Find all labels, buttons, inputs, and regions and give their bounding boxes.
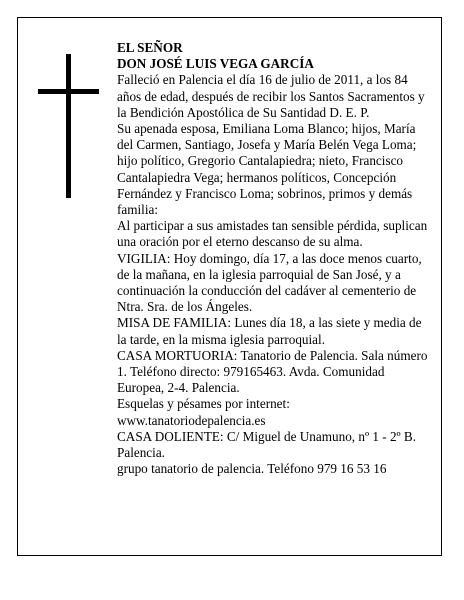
online-condolences: Esquelas y pésames por internet: www.tanatoriodepalencia.es xyxy=(117,396,290,428)
family-home-info: CASA DOLIENTE: C/ Miguel de Unamuno, nº 1 - 2º B. Palencia. xyxy=(117,428,417,461)
deceased-name: DON JOSÉ LUIS VEGA GARCÍA xyxy=(117,56,314,72)
title-line-1: EL SEÑOR xyxy=(117,40,183,55)
obituary-text xyxy=(117,40,429,477)
family-list: Su apenada esposa, Emiliana Loma Blanco; hijos, María del Carmen, Santiago, Josefa y María Belén Vega Loma; hijo político, Gregorio Cantalapiedra; nieto, Francisco Cantalapiedra Vega; hermanos políticos, Concepción Fernández y Francisco Loma; sobrinos, primos y demás familia: xyxy=(117,121,417,218)
funeral-home-info: CASA MORTUORIA: Tanatorio de Palencia. Sala número 1. Teléfono directo: 979165463. Avda. Comunidad Europea, 2-4. Palencia. xyxy=(117,347,428,396)
funeral-group-phone: grupo tanatorio de palencia. Teléfono 979 16 53 16 xyxy=(117,461,387,477)
death-announcement: Falleció en Palencia el día 16 de julio de 2011, a los 84 años de edad, después de recibir los Santos Sacramentos y la Bendición Apostólica de Su Santidad D. E. P. xyxy=(117,72,425,120)
obituary-notice xyxy=(17,17,442,556)
vigil-info: VIGILIA: Hoy domingo, día 17, a las doce menos cuarto, de la mañana, en la iglesia parroquial de San José, y a continuación la conducción del cadáver al cementerio de Ntra. Sra. de los Ángeles. xyxy=(117,250,422,315)
prayer-request: Al participar a sus amistades tan sensible pérdida, suplican una oración por el eterno descanso de su alma. xyxy=(117,218,428,250)
cross-vertical-bar xyxy=(66,54,71,198)
cross-horizontal-bar xyxy=(38,89,99,94)
family-mass-info: MISA DE FAMILIA: Lunes día 18, a las siete y media de la tarde, en la misma iglesia parroquial. xyxy=(117,315,422,347)
